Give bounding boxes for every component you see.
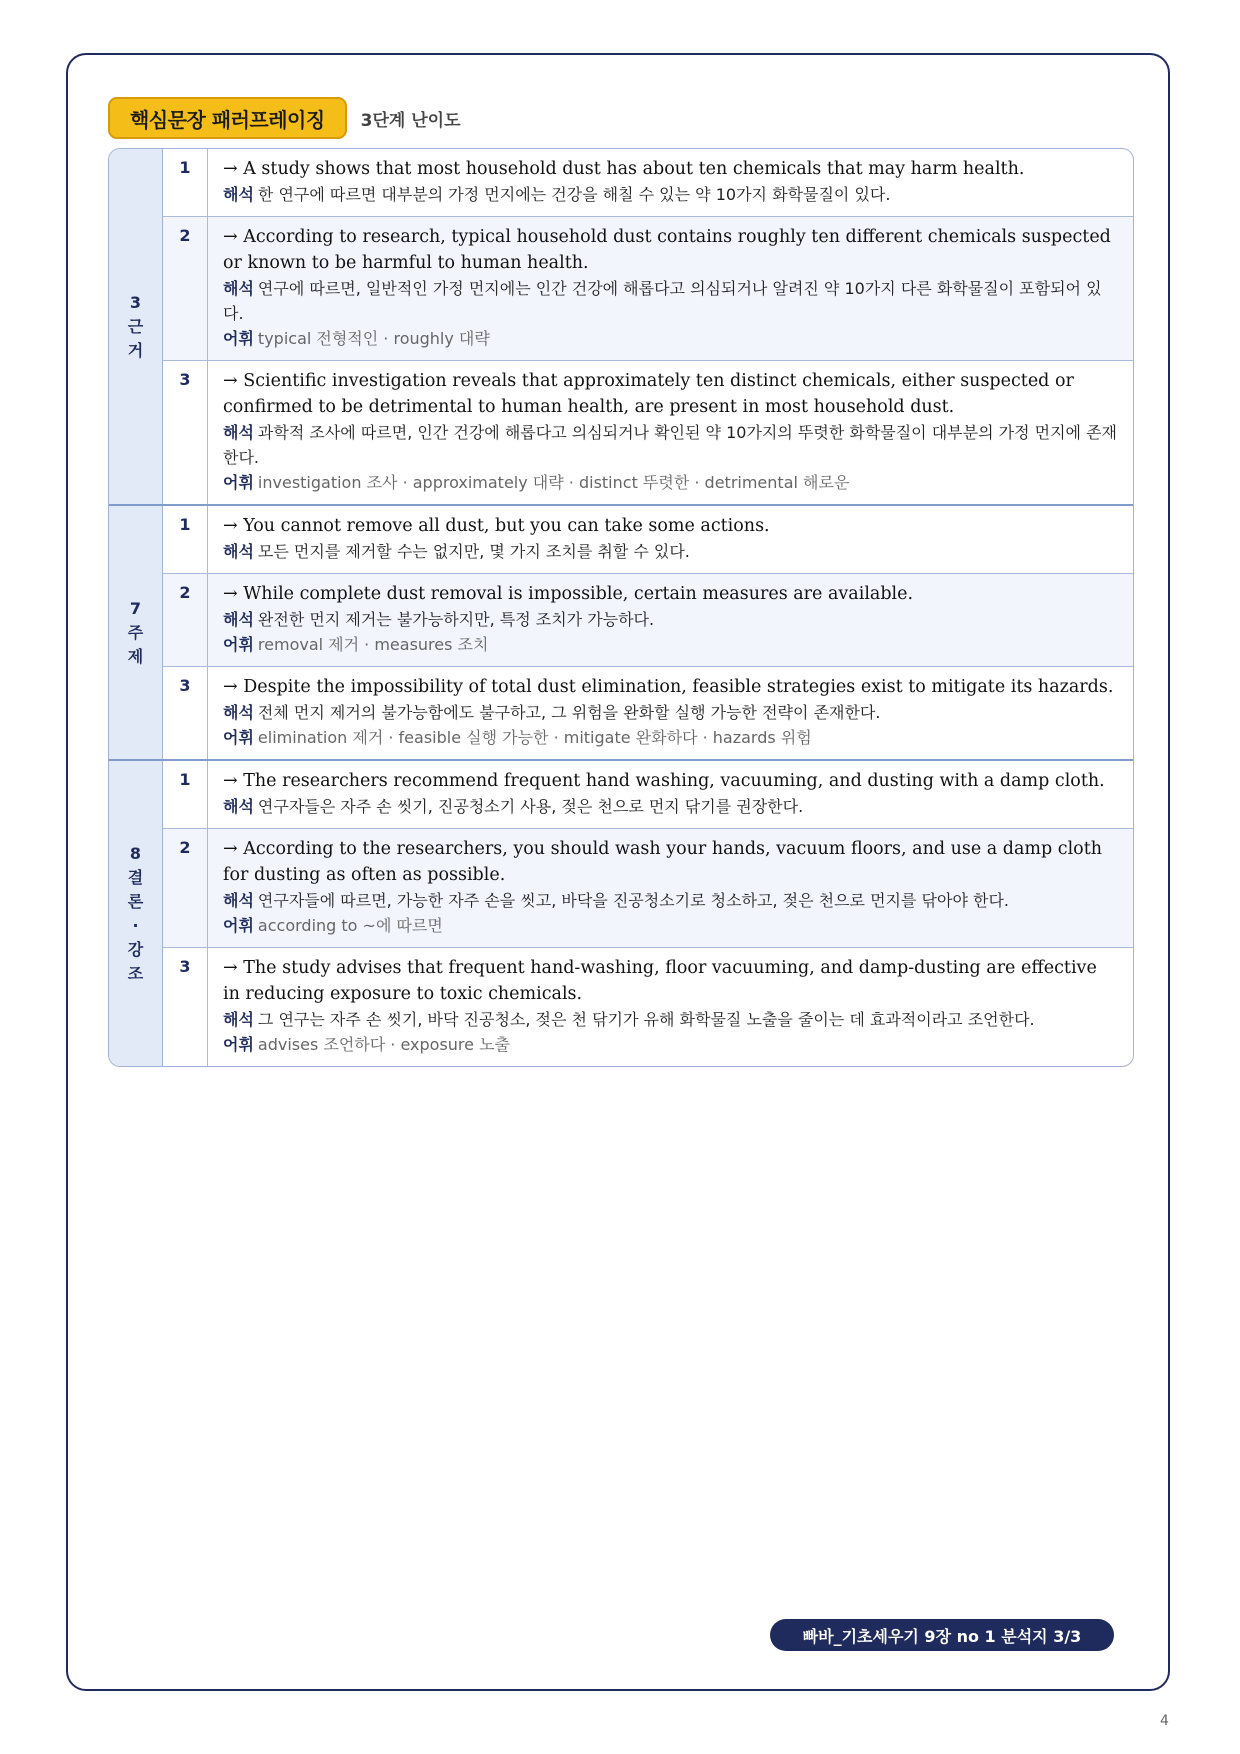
vocab-line xyxy=(223,470,1119,495)
row-content xyxy=(208,948,1133,1066)
table-row xyxy=(163,506,1133,573)
translation-text: 연구자들은 자주 손 씻기, 진공청소기 사용, 젖은 천으로 먼지 닦기를 권장한다. xyxy=(257,797,804,816)
group-label: 3근거 xyxy=(127,292,144,360)
korean-translation xyxy=(223,420,1119,470)
translation-tag: 해석 xyxy=(223,797,254,816)
vocab-line xyxy=(223,1032,1119,1057)
section-header xyxy=(108,96,461,140)
english-sentence: → The study advises that frequent hand-washing, floor vacuuming, and damp-dusting are effective in reducing exposure to toxic chemicals. xyxy=(223,958,1097,1004)
row-content xyxy=(208,829,1133,947)
english-sentence: → A study shows that most household dust has about ten chemicals that may harm health. xyxy=(223,159,1025,179)
translation-text: 그 연구는 자주 손 씻기, 바닥 진공청소, 젖은 천 닦기가 유해 화학물질 노출을 줄이는 데 효과적이라고 조언한다. xyxy=(257,1010,1035,1029)
translation-tag: 해석 xyxy=(223,610,254,629)
table-row xyxy=(163,360,1133,504)
paraphrase-group xyxy=(109,759,1133,1066)
translation-text: 한 연구에 따르면 대부분의 가정 먼지에는 건강을 해칠 수 있는 약 10가지 화학물질이 있다. xyxy=(257,185,891,204)
vocab-text: typical 전형적인 · roughly 대략 xyxy=(257,329,490,348)
table-row xyxy=(163,761,1133,828)
row-content xyxy=(208,361,1133,504)
page-number: 4 xyxy=(1160,1713,1169,1729)
korean-translation xyxy=(223,794,1119,819)
row-content xyxy=(208,149,1133,216)
translation-tag: 해석 xyxy=(223,703,254,722)
group-label-cell xyxy=(109,506,163,759)
footer-badge: 빠바_기초세우기 9장 no 1 분석지 3/3 xyxy=(770,1619,1114,1651)
row-content xyxy=(208,761,1133,828)
vocab-text: advises 조언하다 · exposure 노출 xyxy=(257,1035,511,1054)
translation-text: 전체 먼지 제거의 불가능함에도 불구하고, 그 위험을 완화할 실행 가능한 전략이 존재한다. xyxy=(257,703,881,722)
vocab-text: elimination 제거 · feasible 실행 가능한 · mitigate 완화하다 · hazards 위험 xyxy=(257,728,812,747)
paraphrase-table xyxy=(108,148,1134,1067)
vocab-text: removal 제거 · measures 조치 xyxy=(257,635,489,654)
table-row xyxy=(163,828,1133,947)
english-sentence: → According to the researchers, you should wash your hands, vacuum floors, and use a damp cloth for dusting as often as possible. xyxy=(223,839,1103,885)
row-number: 2 xyxy=(163,574,208,666)
korean-translation xyxy=(223,700,1119,725)
vocab-line xyxy=(223,632,1119,657)
translation-tag: 해석 xyxy=(223,542,254,561)
english-sentence: → Despite the impossibility of total dust elimination, feasible strategies exist to mitigate its hazards. xyxy=(223,677,1114,697)
translation-tag: 해석 xyxy=(223,279,254,298)
translation-tag: 해석 xyxy=(223,1010,254,1029)
difficulty-label: 3단계 난이도 xyxy=(360,110,461,131)
row-number: 1 xyxy=(163,761,208,828)
row-number: 1 xyxy=(163,506,208,573)
translation-text: 모든 먼지를 제거할 수는 없지만, 몇 가지 조치를 취할 수 있다. xyxy=(257,542,690,561)
translation-tag: 해석 xyxy=(223,423,254,442)
english-sentence: → According to research, typical household dust contains roughly ten different chemicals suspected or known to be harmful to human health. xyxy=(223,227,1111,273)
paraphrase-group xyxy=(109,504,1133,759)
vocab-tag: 어휘 xyxy=(223,1035,254,1054)
translation-text: 연구에 따르면, 일반적인 가정 먼지에는 인간 건강에 해롭다고 의심되거나 알려진 약 10가지 다른 화학물질이 포함되어 있다. xyxy=(223,279,1102,323)
vocab-tag: 어휘 xyxy=(223,728,254,747)
group-label-cell xyxy=(109,149,163,504)
table-row xyxy=(163,666,1133,759)
group-label: 8결론·강조 xyxy=(127,843,144,983)
korean-translation xyxy=(223,888,1119,913)
table-row xyxy=(163,947,1133,1066)
section-title: 핵심문장 패러프레이징 xyxy=(108,97,347,139)
translation-text: 연구자들에 따르면, 가능한 자주 손을 씻고, 바닥을 진공청소기로 청소하고, 젖은 천으로 먼지를 닦아야 한다. xyxy=(257,891,1009,910)
translation-tag: 해석 xyxy=(223,891,254,910)
korean-translation xyxy=(223,607,1119,632)
group-label: 7주제 xyxy=(127,598,144,666)
row-number: 2 xyxy=(163,217,208,360)
row-number: 1 xyxy=(163,149,208,216)
table-row xyxy=(163,149,1133,216)
row-number: 2 xyxy=(163,829,208,947)
vocab-tag: 어휘 xyxy=(223,473,254,492)
row-number: 3 xyxy=(163,667,208,759)
row-number: 3 xyxy=(163,361,208,504)
korean-translation xyxy=(223,539,1119,564)
english-sentence: → Scientific investigation reveals that approximately ten distinct chemicals, either suspected or confirmed to be detrimental to human health, are present in most household dust. xyxy=(223,371,1074,417)
vocab-line xyxy=(223,326,1119,351)
row-number: 3 xyxy=(163,948,208,1066)
vocab-tag: 어휘 xyxy=(223,635,254,654)
table-row xyxy=(163,216,1133,360)
vocab-tag: 어휘 xyxy=(223,916,254,935)
english-sentence: → While complete dust removal is impossible, certain measures are available. xyxy=(223,584,914,604)
row-content xyxy=(208,506,1133,573)
translation-text: 완전한 먼지 제거는 불가능하지만, 특정 조치가 가능하다. xyxy=(257,610,655,629)
korean-translation xyxy=(223,182,1119,207)
english-sentence: → You cannot remove all dust, but you can take some actions. xyxy=(223,516,770,536)
korean-translation xyxy=(223,1007,1119,1032)
row-content xyxy=(208,667,1133,759)
row-content xyxy=(208,574,1133,666)
vocab-text: according to ~에 따르면 xyxy=(257,916,443,935)
korean-translation xyxy=(223,276,1119,326)
vocab-text: investigation 조사 · approximately 대략 · distinct 뚜렷한 · detrimental 해로운 xyxy=(257,473,850,492)
paraphrase-group xyxy=(109,149,1133,504)
english-sentence: → The researchers recommend frequent hand washing, vacuuming, and dusting with a damp cloth. xyxy=(223,771,1105,791)
translation-text: 과학적 조사에 따르면, 인간 건강에 해롭다고 의심되거나 확인된 약 10가지의 뚜렷한 화학물질이 대부분의 가정 먼지에 존재한다. xyxy=(223,423,1118,467)
vocab-tag: 어휘 xyxy=(223,329,254,348)
group-label-cell xyxy=(109,761,163,1066)
translation-tag: 해석 xyxy=(223,185,254,204)
table-row xyxy=(163,573,1133,666)
vocab-line xyxy=(223,913,1119,938)
vocab-line xyxy=(223,725,1119,750)
row-content xyxy=(208,217,1133,360)
